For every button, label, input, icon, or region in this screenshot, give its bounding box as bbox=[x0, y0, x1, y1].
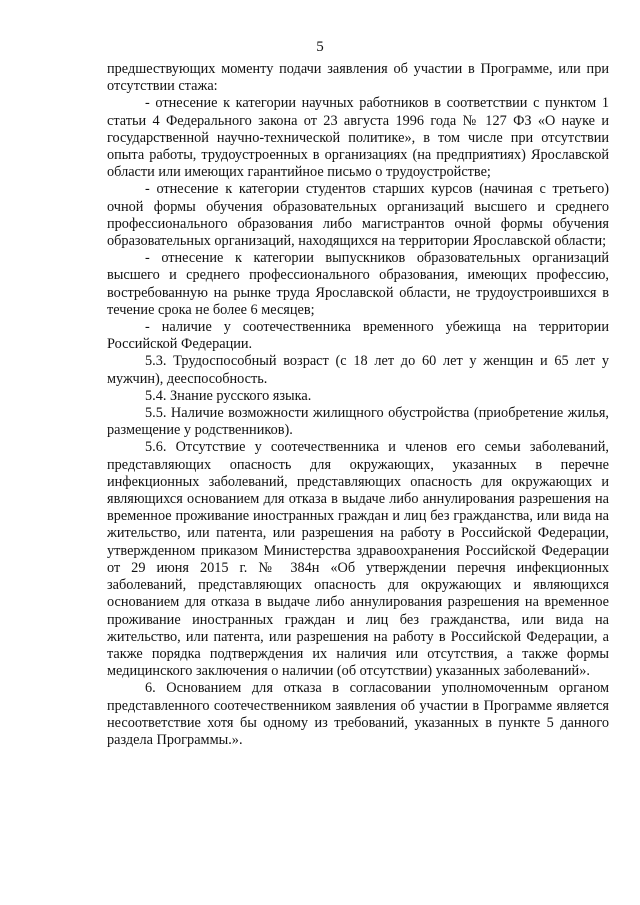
paragraph-scientists: - отнесение к категории научных работников в соответствии с пунктом 1 статьи 4 Федерального закона от 23 августа 1996 года № 127 ФЗ «О науке и государственной научно-технической политике», в том числе при отсутствии опыта работы, трудоустроенных в организациях (на предприятиях) Ярославской области или имеющих гарантийное письмо о трудоустройстве; bbox=[107, 95, 609, 181]
paragraph-5-3: 5.3. Трудоспособный возраст (с 18 лет до 60 лет у женщин и 65 лет у мужчин), дееспособность. bbox=[107, 353, 609, 387]
paragraph-students: - отнесение к категории студентов старших курсов (начиная с третьего) очной формы обучения образовательных организаций высшего и среднего профессионального образования либо магистрантов очной формы обучения образовательных организаций, находящихся на территории Ярославской области; bbox=[107, 181, 609, 250]
document-body bbox=[107, 61, 609, 749]
paragraph-graduates: - отнесение к категории выпускников образовательных организаций высшего и среднего профессионального образования, имеющих профессию, востребованную на рынке труда Ярославской области, не трудоустроившихся в течение срока не более 6 месяцев; bbox=[107, 250, 609, 318]
paragraph-temporary-asylum: - наличие у соотечественника временного убежища на территории Российской Федерации. bbox=[107, 319, 609, 353]
paragraph-5-4: 5.4. Знание русского языка. bbox=[145, 387, 312, 404]
paragraph-5-5: 5.5. Наличие возможности жилищного обустройства (приобретение жилья, размещение у родственников). bbox=[107, 405, 609, 439]
paragraph-5-6: 5.6. Отсутствие у соотечественника и членов его семьи заболеваний, представляющих опасность для окружающих, указанных в перечне инфекционных заболеваний, представляющих опасность для окружающих и являющихся основанием для отказа в выдаче либо аннулирования разрешения на временное проживание иностранных граждан и лиц без гражданства, или вида на жительство, или патента, или разрешения на работу в Российской Федерации, утвержденном приказом Министерства здравоохранения Российской Федерации от 29 июня 2015 г. № 384н «Об утверждении перечня инфекционных заболеваний, представляющих опасность для окружающих и являющихся основанием для отказа в выдаче либо аннулирования разрешения на временное проживание иностранных граждан и лиц без гражданства, или вида на жительство, или патента, или разрешения на работу в Российской Федерации, а также порядка подтверждения их наличия или отсутствия, а также формы медицинского заключения о наличии (об отсутствии) указанных заболеваний». bbox=[107, 439, 609, 680]
paragraph-6: 6. Основанием для отказа в согласовании уполномоченным органом представленного соотечественником заявления об участии в Программе является несоответствие хотя бы одному из требований, указанных в пункте 5 данного раздела Программы.». bbox=[107, 680, 609, 748]
page-number: 5 bbox=[316, 39, 324, 55]
paragraph-stage-continuation: предшествующих моменту подачи заявления об участии в Программе, или при отсутствии стажа: bbox=[107, 61, 609, 95]
